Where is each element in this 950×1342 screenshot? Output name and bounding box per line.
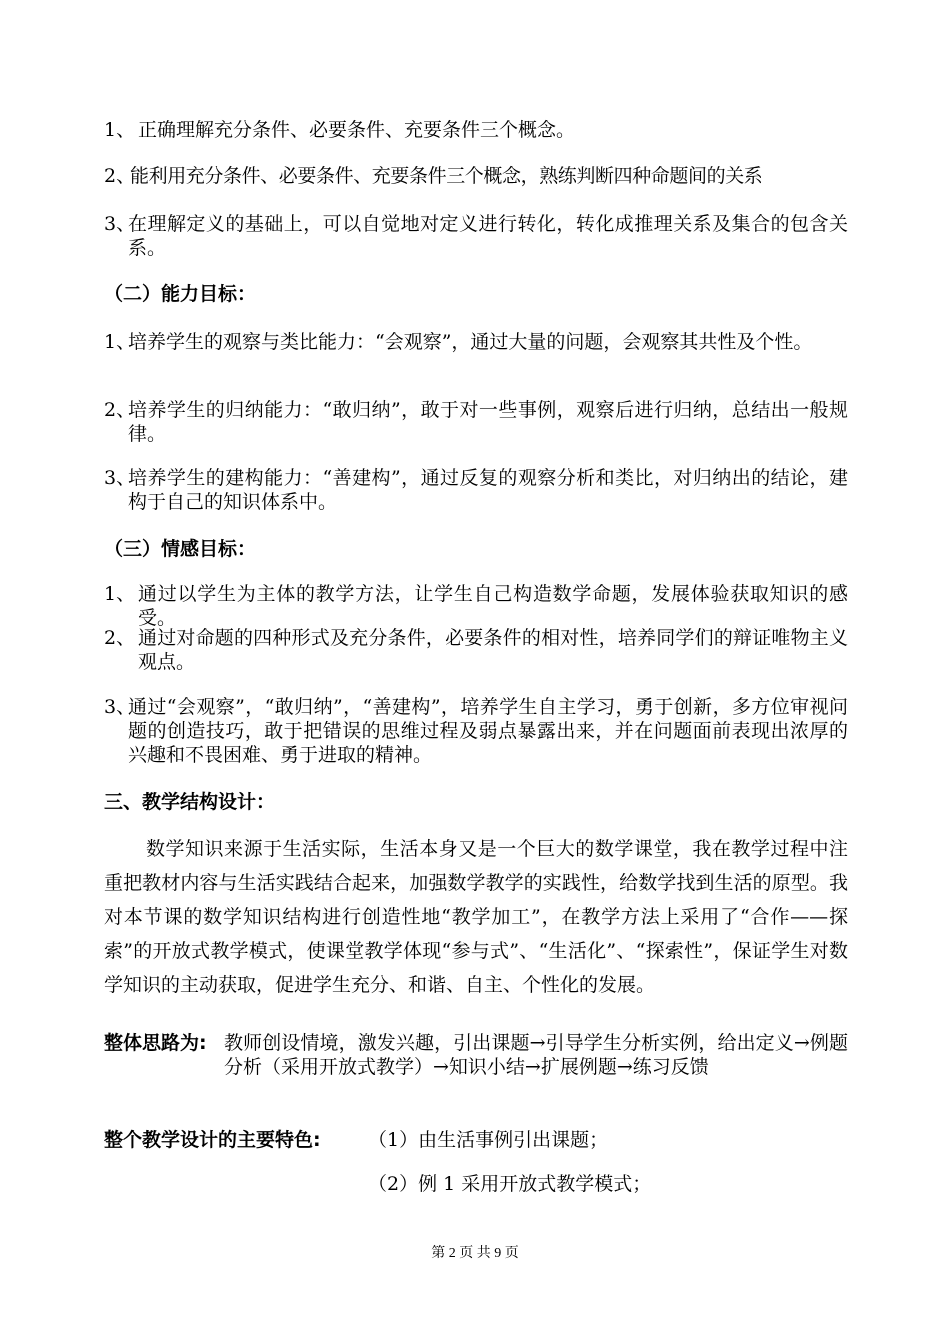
item-number: 3、 — [104, 696, 136, 718]
overall-label: 整体思路为: — [104, 1032, 207, 1054]
item-number: 2、 — [104, 627, 136, 649]
ability-heading: （二）能力目标： — [104, 283, 257, 305]
item-number: 1、 — [104, 119, 136, 141]
item-text: 通过对命题的四种形式及充分条件，必要条件的相对性，培养同学们的辩证唯物主义观点。 — [138, 627, 848, 673]
item-text: 培养学生的观察与类比能力：“会观察”，通过大量的问题，会观察其共性及个性。 — [128, 331, 813, 353]
item-number: 2、 — [104, 165, 136, 187]
item-text: 能利用充分条件、必要条件、充要条件三个概念，熟练判断四种命题间的关系 — [130, 165, 763, 187]
item-number: 3、 — [104, 213, 136, 235]
item-number: 1、 — [104, 331, 136, 353]
item-text: 培养学生的归纳能力：“敢归纳”，敢于对一些事例，观察后进行归纳，总结出一般规律。 — [128, 399, 848, 445]
item-number: 3、 — [104, 467, 136, 489]
section3-body: 数学知识来源于生活实际，生活本身又是一个巨大的数学课堂，我在教学过程中注重把教材内容与生活实践结合起来，加强数学教学的实践性，给数学找到生活的原型。我对本节课的数学知识结构进行创造性地“教学加工”，在教学方法上采用了“合作——探索”的开放式教学模式，使课堂教学体现“参与式”、“生活化”、“探索性”，保证学生对数学知识的主动获取，促进学生充分、和谐、自主、个性化的发展。 — [104, 838, 848, 996]
knowledge-item-3 — [104, 212, 848, 260]
feature-item-2: （2）例 1 采用开放式教学模式； — [368, 1173, 652, 1195]
feature-item-1: （1）由生活事例引出课题； — [368, 1129, 609, 1151]
features-label: 整个教学设计的主要特色: — [104, 1129, 321, 1151]
page-footer: 第 2 页 共 9 页 — [431, 1246, 519, 1261]
item-text: 培养学生的建构能力：“善建构”，通过反复的观察分析和类比，对归纳出的结论，建构于自己的知识体系中。 — [128, 467, 848, 513]
item-number: 2、 — [104, 399, 136, 421]
item-text: 正确理解充分条件、必要条件、充要条件三个概念。 — [138, 119, 576, 141]
overall-text: 教师创设情境，激发兴趣，引出课题→引导学生分析实例，给出定义→例题分析（采用开放式教学）→知识小结→扩展例题→练习反馈 — [224, 1032, 848, 1078]
emotion-heading: （三）情感目标： — [104, 538, 257, 560]
item-text: 通过以学生为主体的教学方法，让学生自己构造数学命题，发展体验获取知识的感受。 — [138, 583, 848, 629]
item-text: 通过“会观察”，“敢归纳”，“善建构”，培养学生自主学习，勇于创新，多方位审视问题的创造技巧，敢于把错误的思维过程及弱点暴露出来，并在问题面前表现出浓厚的兴趣和不畏困难、勇于进取的精神。 — [128, 696, 848, 766]
item-number: 1、 — [104, 583, 136, 605]
item-text: 在理解定义的基础上，可以自觉地对定义进行转化，转化成推理关系及集合的包含关系。 — [128, 213, 848, 259]
section3-heading: 三、教学结构设计： — [104, 791, 276, 813]
